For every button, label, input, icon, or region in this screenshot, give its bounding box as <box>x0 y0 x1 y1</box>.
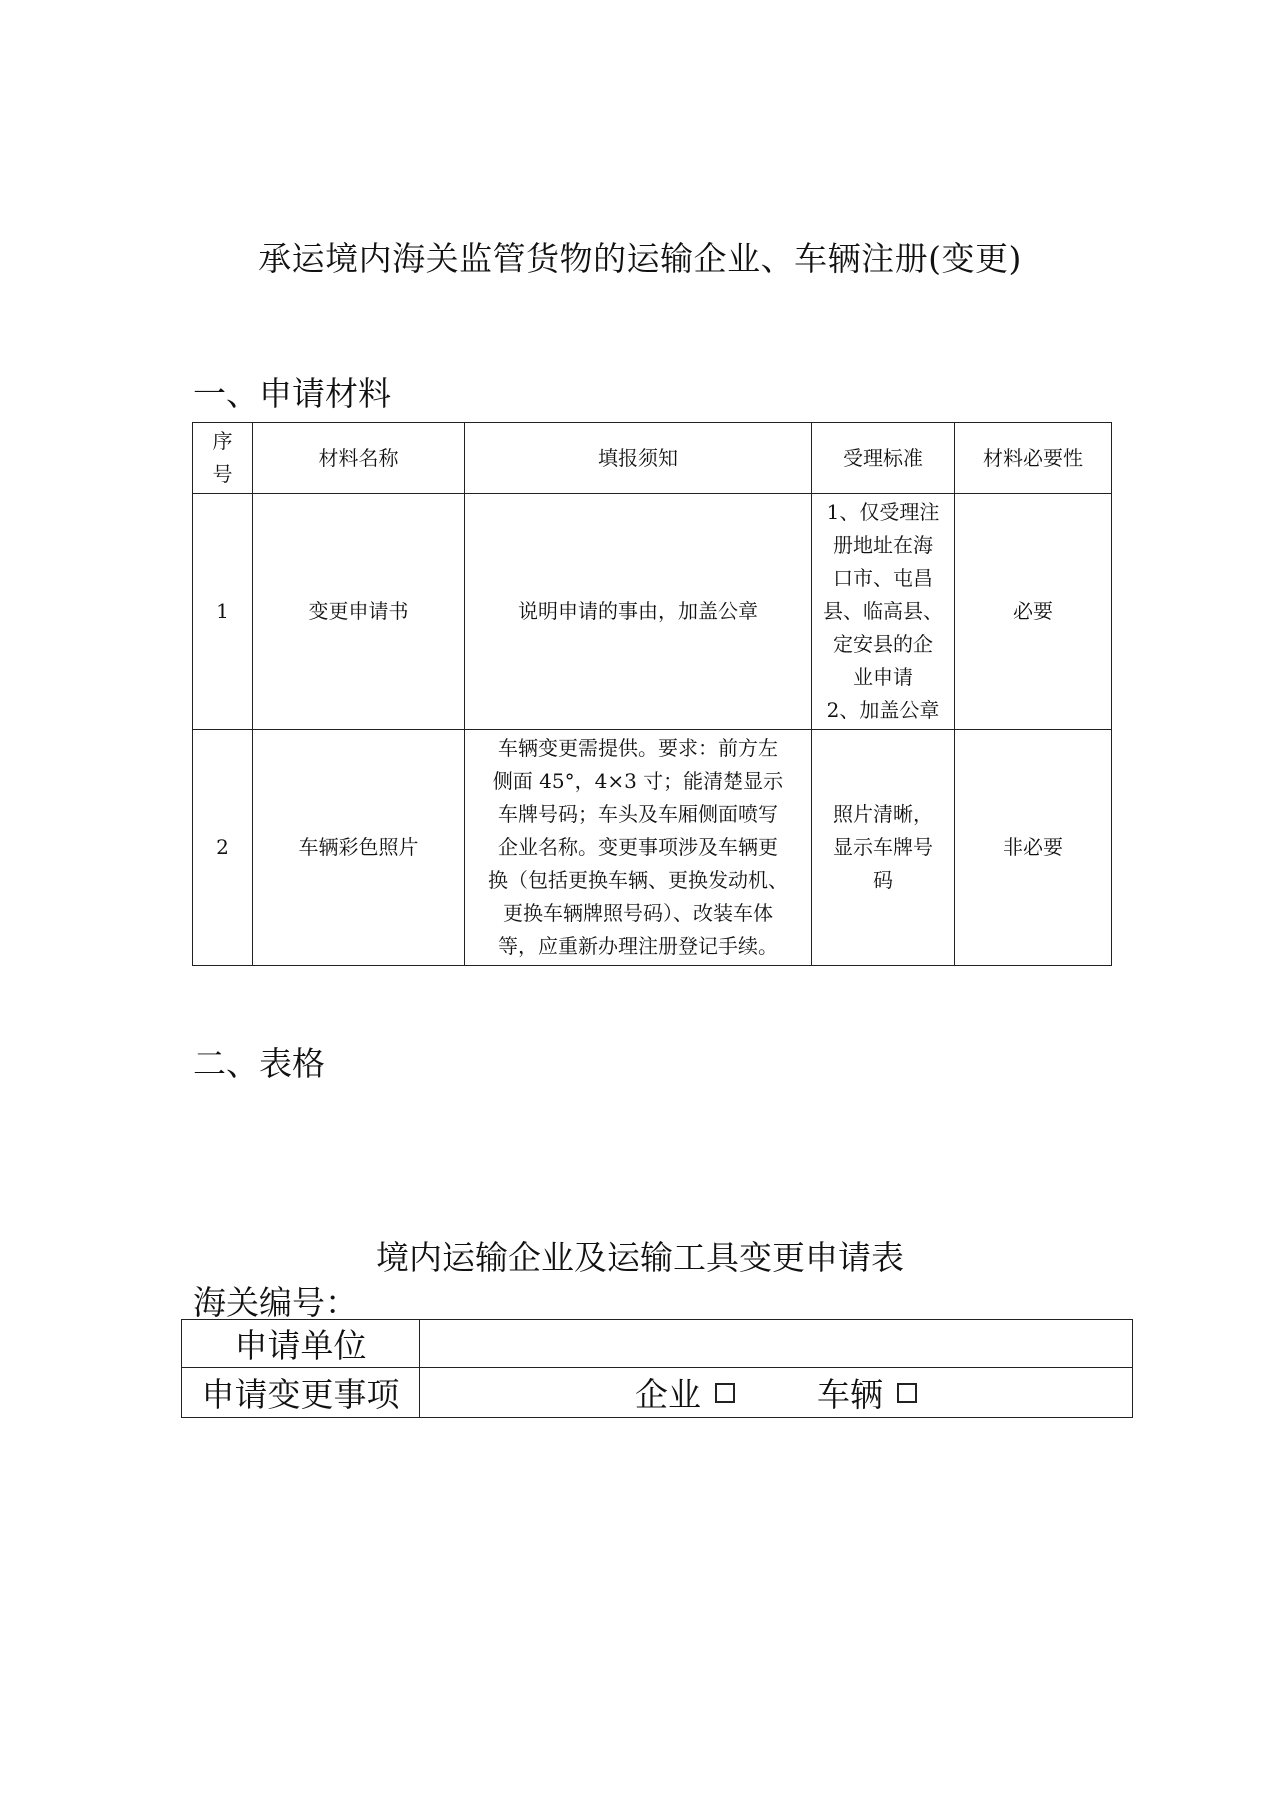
change-items-label: 申请变更事项 <box>182 1368 420 1418</box>
option-enterprise-label: 企业 <box>635 1375 701 1414</box>
application-form-table <box>181 1319 1133 1418</box>
row-no: 1 <box>193 494 253 730</box>
row-acceptance-standard: 1、仅受理注 册地址在海 口市、屯昌 县、临高县、 定安县的企 业申请 2、加盖公章 <box>812 494 955 730</box>
header-necessity: 材料必要性 <box>955 423 1112 494</box>
vehicle-checkbox[interactable] <box>897 1383 917 1403</box>
applicant-row <box>182 1320 1133 1368</box>
table-row <box>193 730 1112 966</box>
row-material-name: 变更申请书 <box>253 494 465 730</box>
document-title: 承运境内海关监管货物的运输企业、车辆注册(变更) <box>258 239 1022 278</box>
row-fill-notes: 车辆变更需提供。要求：前方左 侧面 45°，4×3 寸；能清楚显示 车牌号码；车头及车厢侧面喷写 企业名称。变更事项涉及车辆更 换（包括更换车辆、更换发动机、 更换车辆牌照号码）、改装车体 等，应重新办理注册登记手续。 <box>465 730 812 966</box>
change-items-options <box>420 1368 1133 1418</box>
row-fill-notes: 说明申请的事由，加盖公章 <box>465 494 812 730</box>
table-row <box>193 494 1112 730</box>
table-header-row <box>193 423 1112 494</box>
applicant-label: 申请单位 <box>182 1320 420 1368</box>
row-necessity: 非必要 <box>955 730 1112 966</box>
row-no: 2 <box>193 730 253 966</box>
section-heading-materials: 一、申请材料 <box>193 374 391 413</box>
enterprise-checkbox[interactable] <box>715 1383 735 1403</box>
header-no: 序 号 <box>193 423 253 494</box>
materials-table <box>192 422 1112 966</box>
option-enterprise[interactable] <box>635 1369 735 1416</box>
section-heading-forms: 二、表格 <box>193 1044 325 1083</box>
row-necessity: 必要 <box>955 494 1112 730</box>
change-items-row <box>182 1368 1133 1418</box>
row-material-name: 车辆彩色照片 <box>253 730 465 966</box>
options-group <box>420 1369 1132 1416</box>
header-material-name: 材料名称 <box>253 423 465 494</box>
option-vehicle[interactable] <box>817 1369 917 1416</box>
customs-number-label: 海关编号： <box>193 1283 358 1322</box>
form-title: 境内运输企业及运输工具变更申请表 <box>376 1238 904 1277</box>
row-acceptance-standard: 照片清晰， 显示车牌号 码 <box>812 730 955 966</box>
header-fill-notes: 填报须知 <box>465 423 812 494</box>
header-acceptance-standard: 受理标准 <box>812 423 955 494</box>
applicant-field[interactable] <box>420 1320 1133 1368</box>
option-vehicle-label: 车辆 <box>817 1375 883 1414</box>
